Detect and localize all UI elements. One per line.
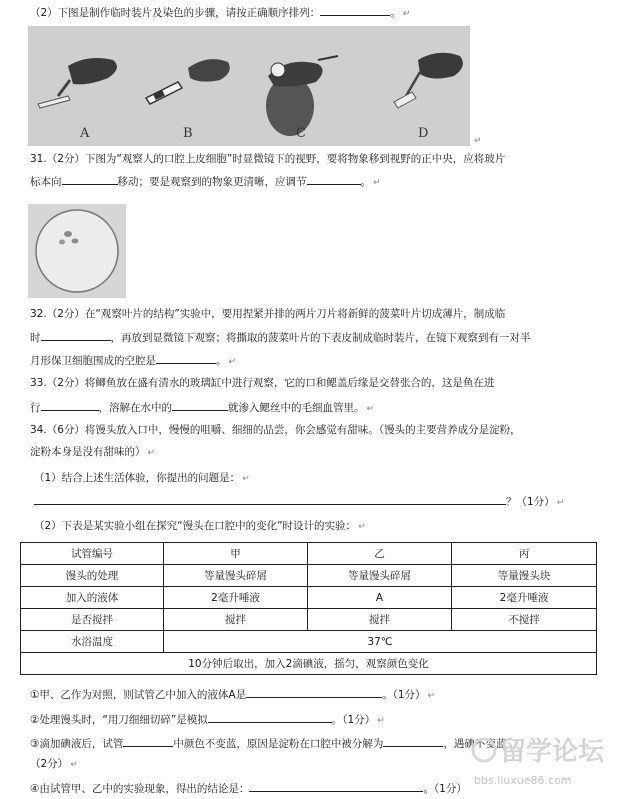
- figure-label-a: A: [80, 126, 90, 141]
- answer-blank[interactable]: [249, 780, 423, 792]
- table-row: [21, 565, 597, 587]
- question-34-item-1: ①甲、乙作为对照，则试管乙中加入的液体A是 。（1分） ↵: [30, 686, 435, 703]
- cell-mark: [64, 231, 72, 237]
- question-step-order: （2）下图是制作临时装片及染色的步骤，请按正确顺序排列： 。 ↵: [30, 4, 410, 21]
- question-34-sub1-answer: ？（1分） ↵: [34, 493, 564, 510]
- answer-blank[interactable]: [383, 735, 443, 747]
- watermark-logo: [470, 726, 620, 774]
- microscope-field-circle: [36, 210, 118, 292]
- figure-microscope-view: [28, 204, 126, 298]
- answer-blank[interactable]: [246, 686, 382, 698]
- table-header-cell: 试管编号: [21, 543, 164, 565]
- answer-blank[interactable]: [156, 352, 216, 364]
- table-cell: 是否搅拌: [21, 609, 164, 631]
- table-cell: 等量馒头碎屑: [164, 565, 308, 587]
- question-33-line1: 33.（2分）将鲫鱼放在盛有清水的玻璃缸中进行观察，它的口和鳃盖后缘是交替张合的，这是鱼在进: [30, 377, 495, 389]
- question-34-item-3-score: （2分） ↵: [30, 758, 78, 770]
- table-cell: 不搅拌: [452, 609, 597, 631]
- answer-blank[interactable]: [172, 399, 228, 411]
- question-33-line2: 行 ，溶解在水中的 就渗入鳃丝中的毛细血管里。 ↵: [30, 399, 374, 416]
- table-header-cell: 甲: [164, 543, 308, 565]
- question-34-line2: 淀粉本身是没有甜味的） ↵: [30, 446, 156, 458]
- cell-mark: [59, 240, 65, 245]
- figure-label-c: C: [296, 126, 306, 141]
- table-row: [21, 587, 597, 609]
- question-31-line2: 标本向 移动；要是观察到的物象更清晰，应调节 。 ↵: [30, 173, 381, 190]
- answer-blank[interactable]: [41, 399, 99, 411]
- question-34-item-3: ③滴加碘液后，试管 中颜色不变蓝，原因是淀粉在口腔中被分解为 ，遇碘不变蓝: [30, 735, 506, 751]
- figure-label-b: B: [183, 126, 193, 141]
- table-cell: 搅拌: [164, 609, 308, 631]
- answer-blank[interactable]: [62, 173, 118, 185]
- table-row: [21, 653, 597, 675]
- question-34-item-4: ④由试管甲、乙中的实验现象，得出的结论是： 。（1分）: [30, 780, 467, 796]
- answer-blank[interactable]: [208, 711, 332, 723]
- table-cell: 水浴温度: [21, 631, 164, 653]
- answer-blank[interactable]: [41, 329, 111, 341]
- figure-steps-drawing: [28, 26, 470, 146]
- question-32-line2: 时 ，再放到显微镜下观察；将撕取的菠菜叶片的下表皮制成临时装片，在镜下观察到有一对半: [30, 329, 531, 345]
- table-cell: A: [308, 587, 452, 609]
- question-32-line3: 月形保卫细胞围成的空腔是 。 ↵: [30, 352, 236, 369]
- table-row: [21, 609, 597, 631]
- svg-text:留学论坛: 留学论坛: [500, 737, 605, 767]
- table-row: [21, 543, 597, 565]
- watermark: [470, 726, 620, 796]
- question-34-item-2: ②处理馒头时，“用刀细细切碎”是模拟 。（1分） ↵: [30, 711, 385, 728]
- table-header-cell: 丙: [452, 543, 597, 565]
- table-row: [21, 631, 597, 653]
- table-cell: 2毫升唾液: [452, 587, 597, 609]
- question-32-line1: 32.（2分）在“观察叶片的结构”实验中，要用捏紧并排的两片刀片将新鲜的菠菜叶片切成薄片，制成临: [30, 308, 506, 320]
- answer-blank[interactable]: [34, 493, 506, 505]
- question-34-sub1: （1）结合上述生活体验，你提出的问题是： ↵: [34, 472, 250, 484]
- table-cell: 等量馒头块: [452, 565, 597, 587]
- table-cell: 加入的液体: [21, 587, 164, 609]
- table-header-cell: 乙: [308, 543, 452, 565]
- answer-blank[interactable]: [320, 4, 390, 16]
- cell-mark: [72, 239, 79, 244]
- answer-blank[interactable]: [307, 173, 361, 185]
- watermark-url: bbs.liuxue86.com: [474, 774, 572, 787]
- question-34-sub2: （2）下表是某实验小组在探究“馒头在口腔中的变化”时设计的实验： ↵: [34, 520, 366, 532]
- table-cell: 37℃: [164, 631, 597, 653]
- question-34-line1: 34.（6分）将馒头放入口中，慢慢的咀嚼、细细的品尝，你会感觉有甜味。（馒头的主要营养成分是淀粉，: [30, 424, 521, 436]
- answer-blank[interactable]: [123, 735, 173, 747]
- table-footer-cell: 10分钟后取出，加入2滴碘液，摇匀，观察颜色变化: [21, 653, 597, 675]
- figure-slide-steps: [28, 26, 470, 146]
- table-cell: 2毫升唾液: [164, 587, 308, 609]
- question-31-line1: 31.（2分）下图为“观察人的口腔上皮细胞”时显微镜下的视野，要将物象移到视野的正中央，应将玻片: [30, 153, 506, 165]
- experiment-table: [20, 542, 597, 675]
- figure-label-d: D: [418, 126, 429, 141]
- table-cell: 等量馒头碎屑: [308, 565, 452, 587]
- table-cell: 馒头的处理: [21, 565, 164, 587]
- table-cell: 搅拌: [308, 609, 452, 631]
